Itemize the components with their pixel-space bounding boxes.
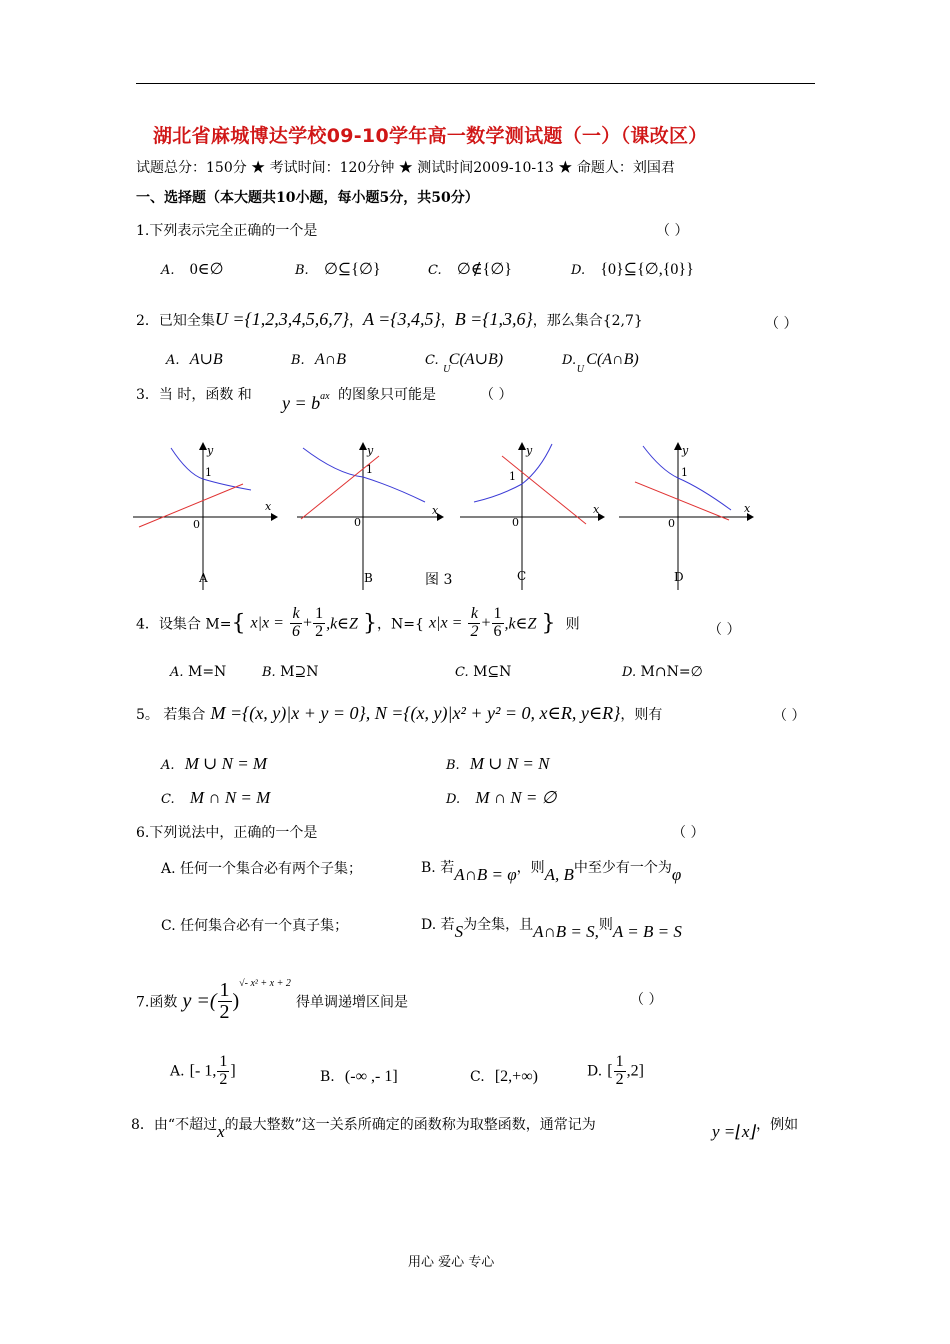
graph-one-label: 1 <box>509 470 516 483</box>
graph-letter: D <box>674 570 684 584</box>
q7-option-c: C. [2,+∞) <box>470 1068 538 1085</box>
graph-x-label: x <box>744 502 751 515</box>
q5-option-b: B. M ∪ N = N <box>446 754 550 773</box>
graph-y-label: y <box>367 444 374 457</box>
graph-origin-label: 0 <box>668 517 675 530</box>
q4-option-c: C. M⊆N <box>455 664 512 680</box>
graph-x-label: x <box>593 503 600 516</box>
q3-stem: 3．当 时，函数 和 <box>136 387 252 403</box>
q4-option-b: B. M⊇N <box>262 664 319 680</box>
graph-origin-label: 0 <box>354 516 361 529</box>
graph-origin-label: 0 <box>193 518 200 531</box>
q5-option-a: A. M ∪ N = M <box>161 754 268 773</box>
q5-answer-paren: （ ） <box>773 708 806 724</box>
q2-stem: 2．已知全集U ={1,2,3,4,5,6,7}，A ={3,4,5}，B ={1,3,6}，那么集合{2,7} <box>136 309 643 329</box>
exam-info: 试题总分：150分 ★ 考试时间：120分钟 ★ 测试时间2009-10-13 ★ 命题人：刘国君 <box>136 160 675 176</box>
q1-option-a: A. 0∈∅ <box>161 261 224 278</box>
q6-option-c: C. 任何集合必有一个真子集； <box>161 918 349 934</box>
q2-option-a: A. A∪B <box>166 351 223 368</box>
q7-answer-paren: （ ） <box>630 992 663 1008</box>
q6-answer-paren: （ ） <box>672 825 705 841</box>
q6-option-d: D. 若S为全集，且A∩B = S,则A = B = S <box>421 917 682 941</box>
q2-option-b: B. A∩B <box>291 351 346 368</box>
q7-option-d: D. [ $\frac{1}{2}$ ,2] <box>587 1053 644 1088</box>
q7-option-b: B. (-∞ ,- 1] <box>320 1068 398 1085</box>
q3-graph-c <box>460 440 608 590</box>
graph-letter: C <box>517 569 527 583</box>
q6-option-b: B. 若A∩B = φ，则A, B中至少有一个为φ <box>421 860 682 884</box>
graph-y-label: y <box>207 444 214 457</box>
q8-stem: 8．由“不超过x的最大整数”这一关系所确定的函数称为取整函数，通常记为 <box>131 1117 596 1141</box>
q7-option-a: A. [- 1, $\frac{1}{2}$ ] <box>170 1053 236 1088</box>
q1-option-b: B. ∅⊆{∅} <box>295 261 381 278</box>
graph-one-label: 1 <box>681 466 688 479</box>
graph-one-label: 1 <box>205 466 212 479</box>
graph-x-label: x <box>265 500 272 513</box>
q2-option-d: D. $C(A\cap B)_U$ <box>562 351 639 376</box>
q3-stem-tail: 的图象只可能是 <box>338 387 436 403</box>
q5-stem: 5。 若集合 M ={(x, y)|x + y = 0}, N ={(x, y)|x² + y² = 0, x∈R, y∈R}，则有 <box>136 703 663 723</box>
q8-floor-expr: y =⌊x⌋，例如 <box>712 1117 799 1141</box>
q4-option-d: D. M∩N=∅ <box>622 664 703 680</box>
page-footer: 用心 爱心 专心 <box>408 1255 495 1270</box>
q1-option-c: C. ∅∉{∅} <box>428 261 512 278</box>
graph-y-label: y <box>682 444 689 457</box>
header-rule <box>136 83 815 84</box>
graph-letter: A <box>199 571 208 585</box>
q5-option-d: D. M ∩ N = ∅ <box>446 788 557 807</box>
graph-x-label: x <box>432 504 439 517</box>
q3-graph-b <box>297 440 453 590</box>
page-title: 湖北省麻城博达学校09-10学年高一数学测试题（一）（课改区） <box>153 125 708 147</box>
q5-option-c: C. M ∩ N = M <box>161 788 271 807</box>
q1-stem: 1.下列表示完全正确的一个是 <box>136 223 318 239</box>
section-heading: 一、选择题（本大题共10小题，每小题5分，共50分） <box>136 190 479 206</box>
q6-stem: 6.下列说法中，正确的一个是 <box>136 825 318 841</box>
q3-graph-a <box>133 440 278 590</box>
graph-letter: B <box>364 571 373 585</box>
q4-stem: 4．设集合 M={ x|x = $\frac{k}{6}$ + $\frac{1}{2}$ ,k∈Z }，N={ x|x = $\frac{k}{2}$ + $\frac{1}{6}$ ,k∈Z } 则 <box>136 605 580 640</box>
q3-answer-paren: （ ） <box>480 387 513 403</box>
q4-option-a: A. M=N <box>170 664 227 680</box>
figure-caption: 图 3 <box>425 572 453 588</box>
graph-origin-label: 0 <box>512 516 519 529</box>
q4-answer-paren: （ ） <box>708 622 741 638</box>
graph-one-label: 1 <box>366 463 373 476</box>
q1-answer-paren: （ ） <box>656 223 689 239</box>
q2-option-c: C. $C(A\cup B)_U$ <box>425 351 504 376</box>
q3-function: $y = b^{ax}$ <box>282 390 330 413</box>
q6-option-a: A. 任何一个集合必有两个子集； <box>161 861 363 877</box>
q3-graph-d <box>619 440 764 590</box>
q2-answer-paren: （ ） <box>765 316 798 332</box>
graph-y-label: y <box>526 444 533 457</box>
q1-option-d: D. {0}⊆{∅,{0}} <box>571 261 694 278</box>
q7-stem: 7.函数 y =( $\frac{1}{2}$ )$^{√- x^2 + x + 2}$ 得单调递增区间是 <box>136 978 408 1023</box>
